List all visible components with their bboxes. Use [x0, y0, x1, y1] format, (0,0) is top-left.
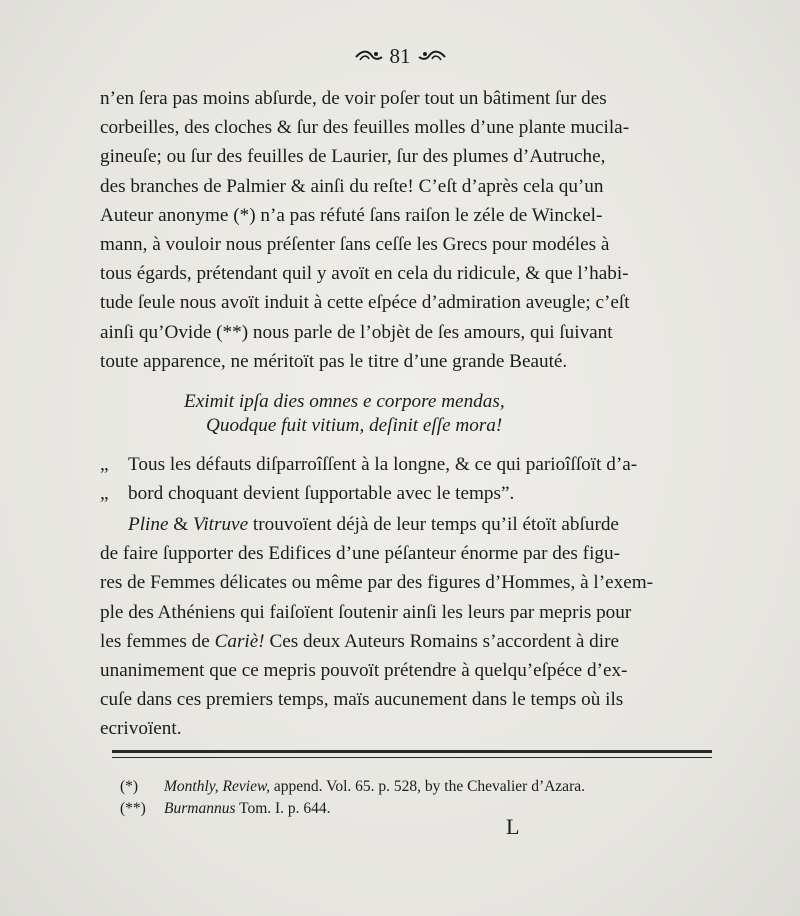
footnote-text: append. Vol. 65. p. 528, by the Chevalier d’Azara.	[270, 778, 585, 795]
signature-mark: L	[506, 814, 520, 839]
text-line: unanimement que ce mepris pouvoït prétendre à quelqu’eſpéce d’ex-	[100, 660, 628, 682]
verse-line: Eximit ipſa dies omnes e corpore mendas,	[184, 391, 505, 413]
paragraph-2	[100, 510, 704, 744]
text-line: corbeilles, des cloches & ſur des feuilles molles d’une plante mucila-	[100, 117, 630, 139]
main-text	[100, 84, 704, 744]
verse-line: Quodque fuit vitium, deſinit eſſe mora!	[206, 415, 503, 437]
text-line: tous égards, prétendant quil y avoït en cela du ridicule, & que l’habi-	[100, 263, 629, 285]
footnote-text: Tom. I. p. 644.	[235, 800, 331, 817]
footnote	[120, 798, 710, 820]
text-line: ainſi qu’Ovide (**) nous parle de l’objèt de ſes amours, qui ſuivant	[100, 321, 613, 343]
text-span: les femmes de	[100, 630, 215, 652]
quote-text: Tous les défauts diſparroîſſent à la longne, & ce qui parioîſſoït d’a-	[128, 454, 638, 476]
text-line: toute apparence, ne méritoït pas le titre d’une grande Beauté.	[100, 350, 568, 372]
footnote-source: Monthly, Review,	[164, 778, 271, 795]
quote-mark: „	[100, 454, 109, 476]
text-line: res de Femmes délicates ou même par des figures d’Hommes, à l’exem-	[100, 572, 654, 594]
page-number: 81	[389, 44, 411, 68]
footnote-mark: (*)	[120, 778, 139, 795]
text-line: mann, à vouloir nous préſenter ſans ceſſe les Grecs pour modéles à	[100, 234, 610, 256]
text-line: n’en ſera pas moins abſurde, de voir poſer tout un bâtiment ſur des	[100, 88, 607, 109]
page-header	[0, 44, 800, 69]
place-name: Cariè!	[214, 630, 265, 652]
author-name: Vitruve	[193, 514, 249, 536]
translation-quote	[100, 450, 704, 508]
quote-text: bord choquant devient ſupportable avec le temps”.	[128, 483, 515, 505]
text-span: trouvoïent déjà de leur temps qu’il étoït abſurde	[248, 514, 619, 536]
right-fleuron-ornament	[417, 48, 447, 66]
quote-line	[100, 479, 704, 508]
text-line: gineuſe; ou ſur des feuilles de Laurier, ſur des plumes d’Autruche,	[100, 146, 606, 168]
left-fleuron-ornament	[354, 48, 384, 66]
quote-mark: „	[100, 483, 109, 505]
text-line	[100, 627, 704, 656]
text-line: cuſe dans ces premiers temps, maïs aucunement dans le temps où ils	[100, 689, 624, 711]
author-name: Pline	[128, 514, 169, 536]
text-line: de faire ſupporter des Edifices d’une péſanteur énorme par des figu-	[100, 543, 620, 565]
text-line	[100, 510, 704, 539]
ampersand: &	[168, 514, 194, 536]
footnote-source: Burmannus	[164, 800, 236, 817]
quote-line	[100, 450, 704, 479]
text-span: Ces deux Auteurs Romains s’accordent à dire	[264, 630, 620, 652]
latin-verse	[100, 390, 704, 438]
text-line: Auteur anonyme (*) n’a pas réfuté ſans raiſon le zéle de Winckel-	[100, 204, 603, 226]
text-line: ple des Athéniens qui faiſoïent ſoutenir ainſi les leurs par mepris pour	[100, 601, 632, 623]
footnote-rule-thin	[112, 757, 712, 758]
footnotes	[120, 776, 710, 820]
footnote	[120, 776, 710, 798]
text-line: des branches de Palmier & ainſi du reſte! C’eſt d’après cela qu’un	[100, 175, 604, 197]
paragraph-1	[100, 84, 704, 376]
footnote-rule	[112, 750, 712, 753]
text-line: ecrivoïent.	[100, 718, 182, 740]
footnote-mark: (**)	[120, 800, 146, 817]
text-line: tude ſeule nous avoït induit à cette eſpéce d’admiration aveugle; c’eſt	[100, 292, 630, 314]
